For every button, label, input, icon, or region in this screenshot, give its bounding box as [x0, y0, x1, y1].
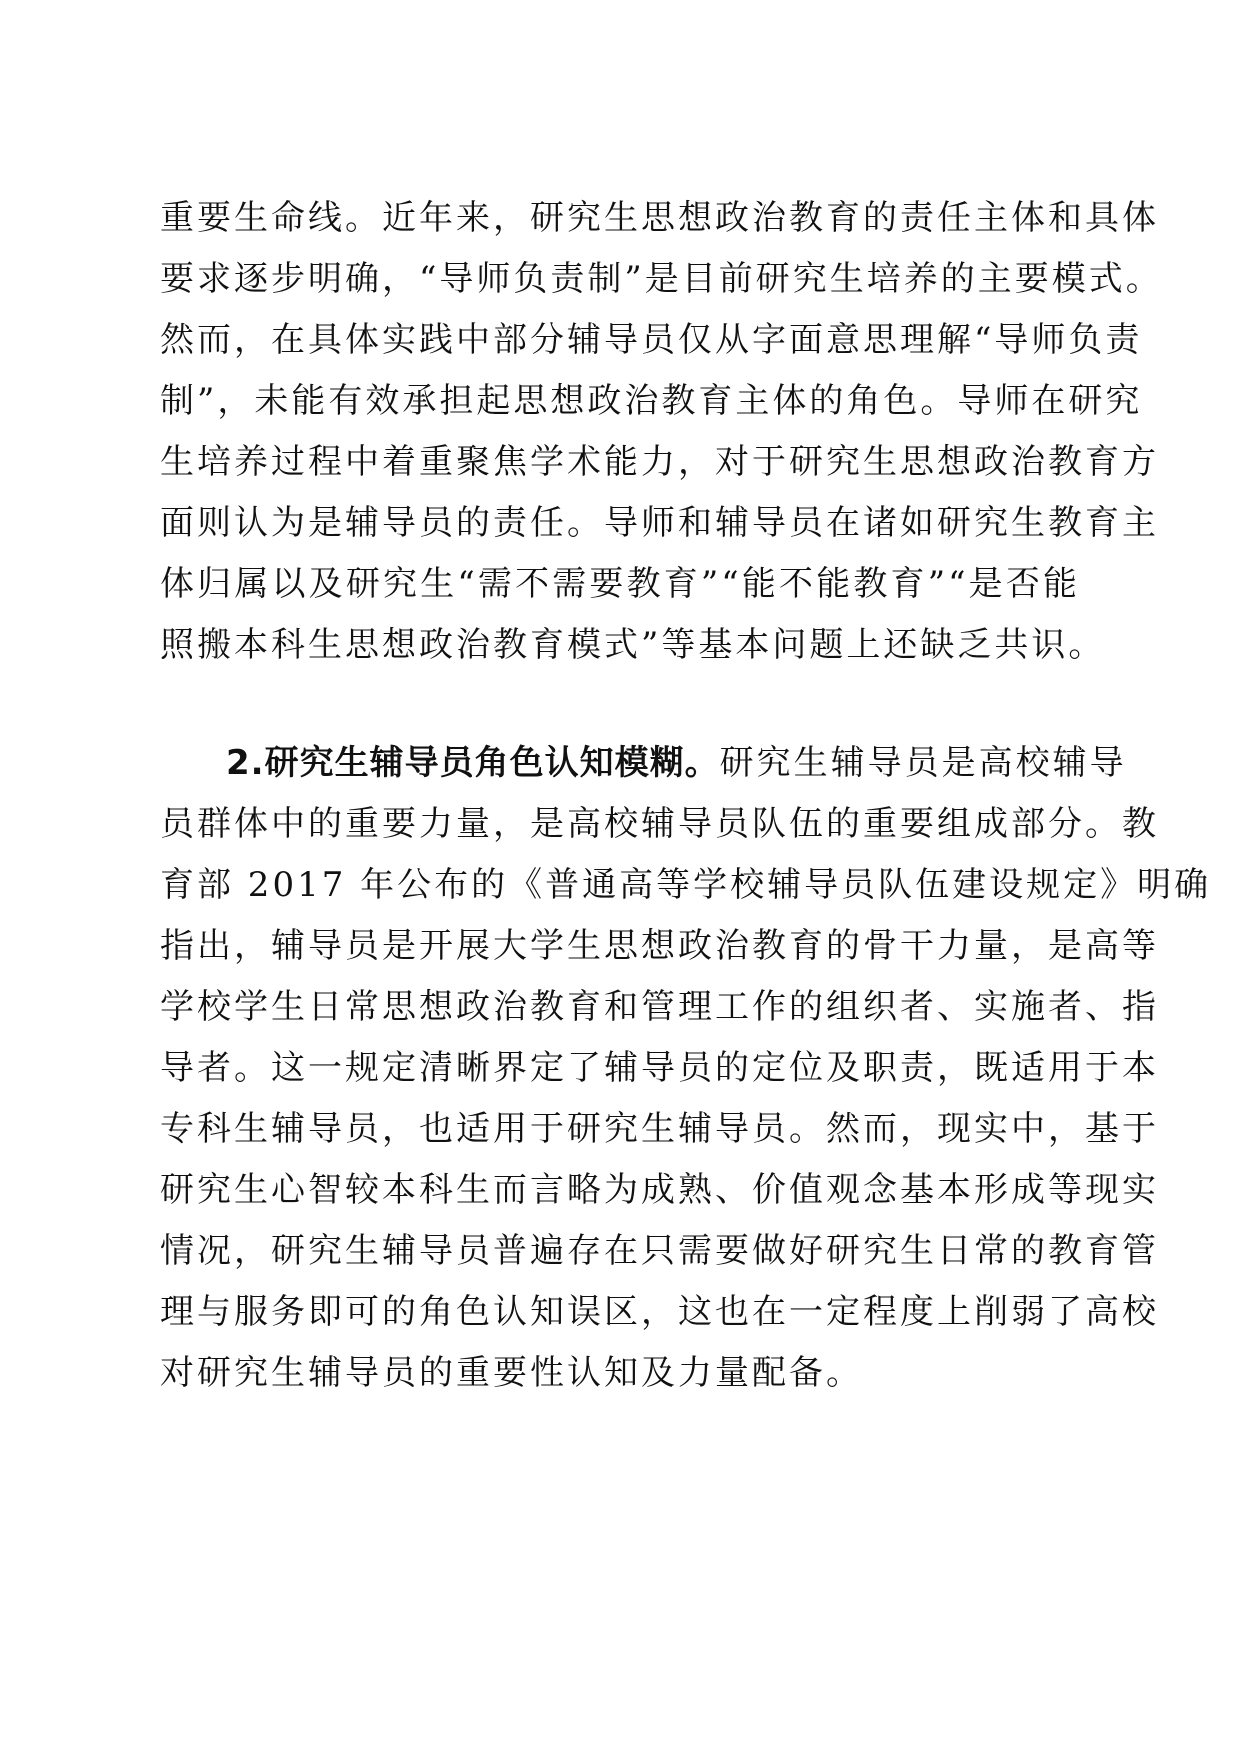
text-line: 对研究生辅导员的重要性认知及力量配备。 — [160, 1353, 863, 1393]
text-line: 情况，研究生辅导员普遍存在只需要做好研究生日常的教育管 — [160, 1231, 1159, 1271]
section-heading: 2.研究生辅导员角色认知模糊。 — [226, 743, 720, 783]
text-line: 员群体中的重要力量，是高校辅导员队伍的重要组成部分。教 — [160, 804, 1159, 844]
text-line: 然而，在具体实践中部分辅导员仅从字面意思理解“导师负责 — [160, 320, 1143, 360]
text-line: 育部 2017 年公布的《普通高等学校辅导员队伍建设规定》明确 — [160, 865, 1212, 905]
text-line: 研究生心智较本科生而言略为成熟、价值观念基本形成等现实 — [160, 1170, 1159, 1210]
paragraph-2-first-line — [160, 728, 1127, 798]
text-line: 生培养过程中着重聚焦学术能力，对于研究生思想政治教育方 — [160, 442, 1159, 482]
text-line: 理与服务即可的角色认知误区，这也在一定程度上削弱了高校 — [160, 1292, 1159, 1332]
text-line: 照搬本科生思想政治教育模式”等基本问题上还缺乏共识。 — [160, 625, 1106, 665]
text-line: 专科生辅导员，也适用于研究生辅导员。然而，现实中，基于 — [160, 1109, 1159, 1149]
text-run: 研究生辅导员是高校辅导 — [719, 743, 1127, 783]
text-line: 指出，辅导员是开展大学生思想政治教育的骨干力量，是高等 — [160, 926, 1159, 966]
text-line: 体归属以及研究生“需不需要教育”“能不能教育”“是否能 — [160, 564, 1080, 604]
text-line: 面则认为是辅导员的责任。导师和辅导员在诸如研究生教育主 — [160, 503, 1159, 543]
text-line: 学校学生日常思想政治教育和管理工作的组织者、实施者、指 — [160, 987, 1159, 1027]
text-line: 导者。这一规定清晰界定了辅导员的定位及职责，既适用于本 — [160, 1048, 1159, 1088]
text-line: 制”，未能有效承担起思想政治教育主体的角色。导师在研究 — [160, 381, 1143, 421]
text-line: 要求逐步明确，“导师负责制”是目前研究生培养的主要模式。 — [160, 259, 1163, 299]
text-line: 重要生命线。近年来，研究生思想政治教育的责任主体和具体 — [160, 198, 1159, 238]
